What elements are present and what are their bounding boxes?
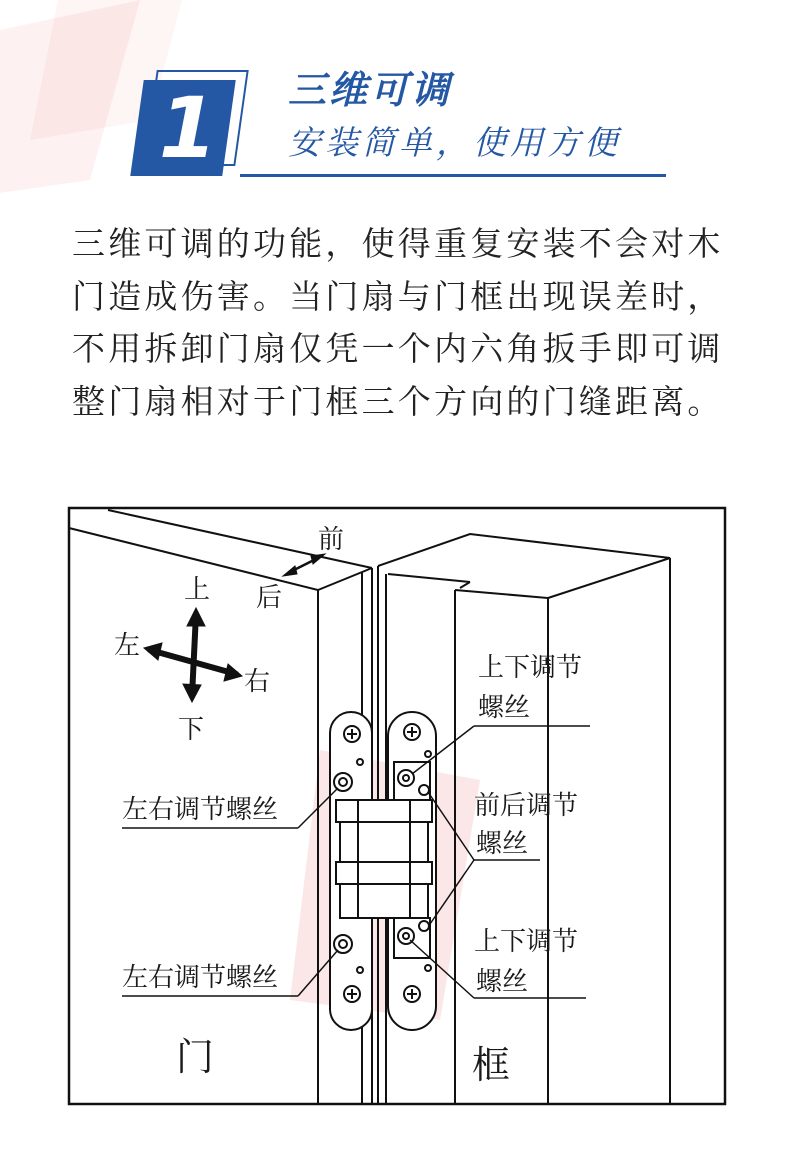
- header-underline: [240, 174, 666, 177]
- label-up: 上: [184, 575, 211, 605]
- section-header: [0, 0, 800, 200]
- section-title: 三维可调: [288, 68, 453, 112]
- callout-up-down-bottom-line1: 上下调节: [474, 927, 579, 957]
- label-back: 后: [256, 583, 283, 613]
- hinge-knuckle: [336, 800, 432, 918]
- door-label: 门: [176, 1035, 215, 1079]
- label-right: 右: [244, 667, 271, 697]
- callout-up-down-top-line2: 螺丝: [478, 693, 531, 723]
- front-back-arrow: [283, 554, 325, 576]
- label-down: 下: [178, 715, 205, 745]
- section-number: 1: [158, 79, 218, 177]
- frame-label: 框: [472, 1043, 511, 1087]
- callout-left-right-top: 左右调节螺丝: [122, 795, 279, 825]
- label-front: 前: [318, 525, 345, 555]
- section-subtitle: 安装简单，使用方便: [288, 123, 621, 162]
- callout-front-back-line2: 螺丝: [476, 829, 529, 859]
- callout-up-down-bottom-line2: 螺丝: [476, 967, 529, 997]
- direction-cross-icon: [144, 608, 242, 702]
- callout-front-back-line1: 前后调节: [474, 791, 579, 821]
- hinge-diagram: [0, 500, 800, 1120]
- description-paragraph: 三维可调的功能，使得重复安装不会对木门造成伤害。当门扇与门框出现误差时，不用拆卸门扇仅凭一个内六角扳手即可调整门扇相对于门框三个方向的门缝距离。: [72, 224, 724, 421]
- label-left: 左: [114, 631, 141, 661]
- callout-left-right-bottom: 左右调节螺丝: [122, 963, 279, 993]
- callout-up-down-top-line1: 上下调节: [478, 653, 583, 683]
